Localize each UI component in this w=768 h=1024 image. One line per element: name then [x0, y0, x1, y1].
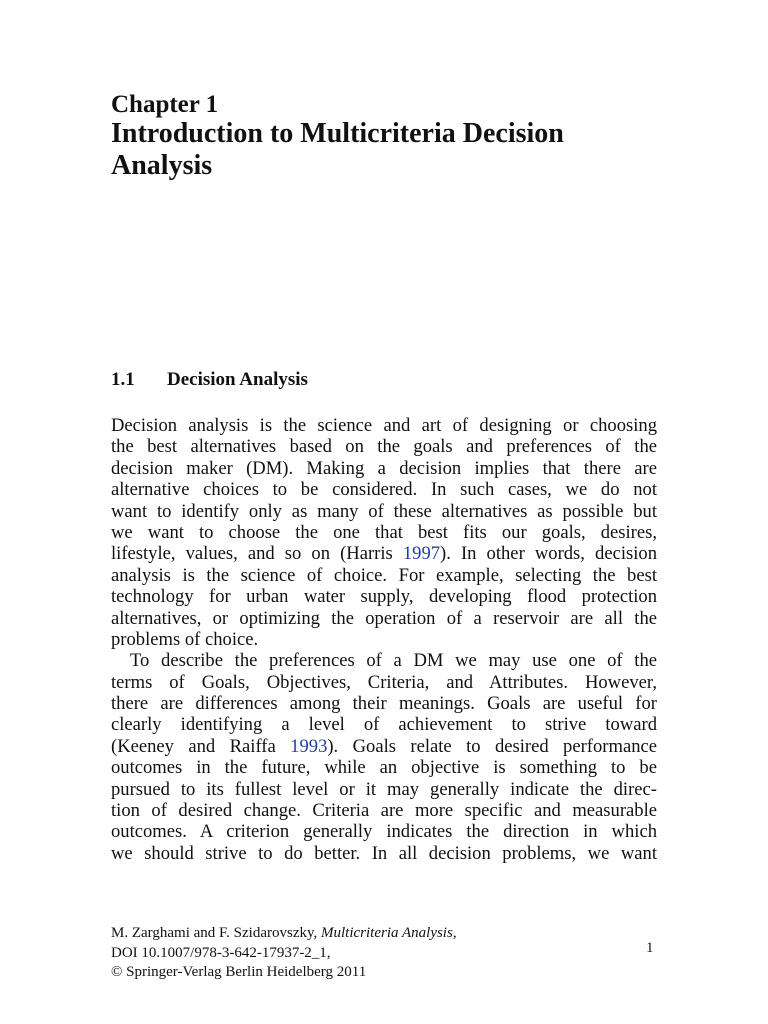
- citation-link[interactable]: 1997: [402, 543, 441, 565]
- text-line: Decision analysis is the science and art of designing or choosing: [111, 415, 657, 436]
- text-segment: (Keeney and Raiffa: [111, 735, 291, 757]
- text-line: outcomes in the future, while an objective is something to be: [111, 757, 657, 779]
- text-line: tion of desired change. Criteria are more specific and measurable: [111, 800, 657, 822]
- footer-doi: DOI 10.1007/978-3-642-17937-2_1,: [111, 944, 331, 961]
- page-number: 1: [646, 940, 654, 956]
- body-text: [111, 415, 657, 864]
- text-line: technology for urban water supply, developing flood protection: [111, 586, 657, 608]
- text-line: want to identify only as many of these alternatives as possible but: [111, 500, 657, 522]
- footer-authors-row: [111, 924, 457, 944]
- text-line: pursued to its fullest level or it may generally indicate the direc-: [111, 778, 657, 800]
- text-segment: ). Goals relate to desired performance: [327, 735, 657, 757]
- chapter-title-line: Introduction to Multicriteria Decision: [111, 118, 564, 149]
- text-line: there are differences among their meanings. Goals are useful for: [111, 693, 657, 715]
- text-line: alternatives, or optimizing the operation of a reservoir are all the: [111, 607, 657, 629]
- footer-authors: M. Zarghami and F. Szidarovszky,: [111, 925, 318, 941]
- footer-copyright: © Springer-Verlag Berlin Heidelberg 2011: [111, 964, 367, 980]
- text-line: the best alternatives based on the goals and preferences of the: [111, 436, 657, 458]
- text-line: we want to choose the one that best fits our goals, desires,: [111, 521, 657, 543]
- text-line: [111, 736, 657, 757]
- text-line: we should strive to do better. In all decision problems, we want: [111, 842, 657, 864]
- chapter-title-line: Analysis: [111, 150, 213, 181]
- text-line: clearly identifying a level of achievement to strive toward: [111, 714, 657, 736]
- footer-punctuation: ,: [452, 925, 457, 941]
- chapter-label: Chapter 1: [111, 91, 219, 118]
- text-line: [111, 543, 657, 564]
- text-segment: lifestyle, values, and so on (Harris: [111, 543, 403, 565]
- citation-link[interactable]: 1993: [290, 735, 328, 757]
- text-line: problems of choice.: [111, 628, 259, 650]
- section-heading: [111, 368, 308, 392]
- text-segment: ). In other words, decision: [440, 543, 657, 565]
- footer-citation: [111, 924, 457, 983]
- text-line: alternative choices to be considered. In such cases, we do not: [111, 479, 657, 501]
- section-number: 1.1: [111, 369, 135, 390]
- chapter-title: [111, 118, 671, 182]
- text-line: terms of Goals, Objectives, Criteria, and Attributes. However,: [111, 671, 657, 693]
- text-line: To describe the preferences of a DM we may use one of the: [130, 650, 657, 672]
- footer-book-title: Multicriteria Analysis: [321, 925, 453, 941]
- text-line: decision maker (DM). Making a decision implies that there are: [111, 457, 657, 479]
- text-line: analysis is the science of choice. For example, selecting the best: [111, 564, 657, 586]
- section-title: Decision Analysis: [167, 369, 308, 390]
- text-line: outcomes. A criterion generally indicates the direction in which: [111, 821, 657, 843]
